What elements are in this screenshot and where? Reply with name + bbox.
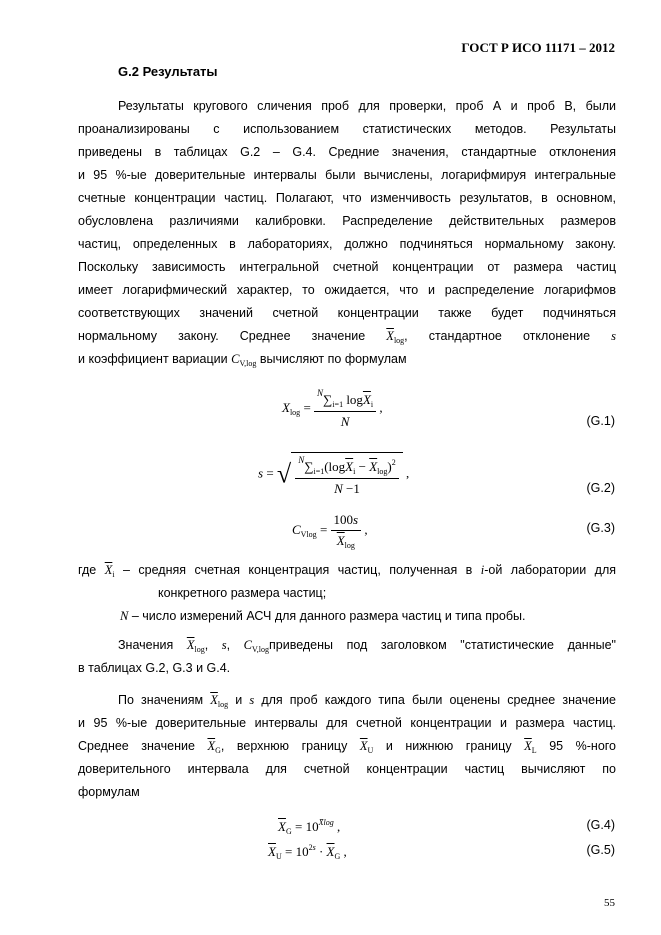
paragraph-intro [78, 95, 616, 371]
text-line: конкретного размера частиц; [158, 586, 327, 600]
text-line: Поскольку зависимость интегральной счетной концентрации от размера частиц [78, 260, 616, 274]
paragraph-confidence [78, 689, 616, 804]
text-fragment: и нижнюю границу [385, 739, 512, 753]
cv-symbol: $C_{V,log}$ [231, 352, 257, 368]
text-line: проанализированы с использованием статистических методов. Результаты [78, 122, 616, 136]
equation-number: (G.3) [586, 521, 615, 535]
mean-log-symbol: $\overline{X}_{log}$ [386, 329, 405, 345]
where-clause [78, 559, 616, 628]
fraction: $\frac{^N\sum_{i=1} \log\overline{X}_i}{N}$ [314, 388, 376, 430]
text-line: Результаты кругового сличения проб для проверки, проб А и проб В, были [118, 99, 616, 113]
equation-number: (G.4) [586, 818, 615, 832]
document-header: ГОСТ Р ИСО 11171 – 2012 [461, 40, 615, 55]
text-fragment: Значения [118, 638, 174, 652]
text-fragment: нормальному закону. Среднее значение [78, 329, 366, 343]
paragraph-values [78, 634, 616, 680]
text-line: соответствующих значений счетной концентрации также будет подчиняться [78, 306, 616, 320]
text-fragment: приведены под заголовком "статистические данные" [268, 638, 616, 652]
text-fragment: , верхнюю границу [220, 739, 348, 753]
text-line: в таблицах G.2, G.3 и G.4. [78, 661, 231, 675]
text-line: имеет логарифмический характер, то ожидается, что и распределение логарифмов [78, 283, 616, 297]
text-line-with-symbols [78, 348, 616, 371]
formula-g2: s = √ $\frac{^N\sum_{i=1}(\log\overline{X}_i - \overline{X}_{log})^2}{N -1}$ , [258, 452, 409, 497]
formula-g4: $\overline{X}_G = 10^{X̄log}$ , [278, 818, 341, 836]
n-symbol: N [120, 609, 129, 623]
text-fragment: где [78, 563, 97, 577]
text-fragment: для проб каждого типа были оценены среднее значение [261, 693, 616, 707]
text-fragment: 95 %-ного [549, 739, 617, 753]
formula-g5: $\overline{X}_U = 10^{2s} \cdot \overline{X}_G$ , [268, 843, 347, 861]
text-line: частиц, определенных в лабораториях, должно подчиняться нормальному закону. [78, 237, 616, 251]
section-title: G.2 Результаты [118, 64, 218, 79]
text-fragment: вычисляют по формулам [259, 352, 407, 366]
formula-g1: $X_{log}$ = $\frac{^N\sum_{i=1} \log\overline{X}_i}{N}$ , [282, 388, 383, 429]
equation-number: (G.1) [586, 414, 615, 428]
text-line-with-symbols [78, 559, 616, 582]
text-line-with-symbols: Среднее значение $\overline{X}_G$, верхнюю границу $\overline{X}_U$ и нижнюю границу $\overline{X}_L$ 95 %-ного [78, 739, 617, 755]
text-line-with-symbols: По значениям $\overline{X}_{log}$ и s для проб каждого типа были оценены среднее значение [118, 693, 616, 709]
formula-g3: $C_{Vlog}$ = $\frac{100s}{\overline{X}_{log}}$ , [292, 512, 368, 550]
text-fragment: По значениям [118, 693, 204, 707]
text-line: доверительного интервала для счетной концентрации частиц вычисляют по [78, 762, 616, 776]
text-fragment: -ой лаборатории для [484, 563, 617, 577]
text-fragment: – число измерений АСЧ для данного размера частиц и типа пробы. [131, 609, 526, 623]
text-fragment: Среднее значение [78, 739, 195, 753]
i-symbol: i [480, 563, 485, 577]
text-fragment: – средняя счетная концентрация частиц, полученная в [123, 563, 473, 577]
xi-symbol: $\overline{X}_i$ [104, 563, 115, 579]
text-line-with-symbols [78, 325, 616, 348]
text-line-with-symbols [78, 605, 616, 628]
text-line: счетные концентрации частиц. Полагают, что изменчивость результатов, в основном, [78, 191, 616, 205]
text-line: формулам [78, 785, 140, 799]
page-number: 55 [604, 897, 615, 909]
text-fragment: и коэффициент вариации [78, 352, 228, 366]
square-root: $\frac{^N\sum_{i=1}(\log\overline{X}_i - \overline{X}_{log})^2}{N -1}$ [291, 452, 403, 497]
text-line: и 95 %-ые доверительные интервалы были вычислены, логарифмируя интегральные [78, 168, 616, 182]
text-fragment: , стандартное отклонение [404, 329, 591, 343]
text-line: приведены в таблицах G.2 – G.4. Средние значения, стандартные отклонения [78, 145, 616, 159]
text-line: и 95 %-ые доверительные интервалы для счетной концентрации и размера частиц. [78, 716, 616, 730]
text-line-with-symbols: Значения $\overline{X}_{log}$, s, $C_{V,log}приведены$ под заголовком "статистические данные" [118, 638, 616, 654]
text-fragment: и [235, 693, 243, 707]
equation-number: (G.2) [586, 481, 615, 495]
s-symbol: s [611, 329, 616, 343]
text-line: обусловлена различиями калибровки. Распределение действительных размеров [78, 214, 616, 228]
equation-number: (G.5) [586, 843, 615, 857]
